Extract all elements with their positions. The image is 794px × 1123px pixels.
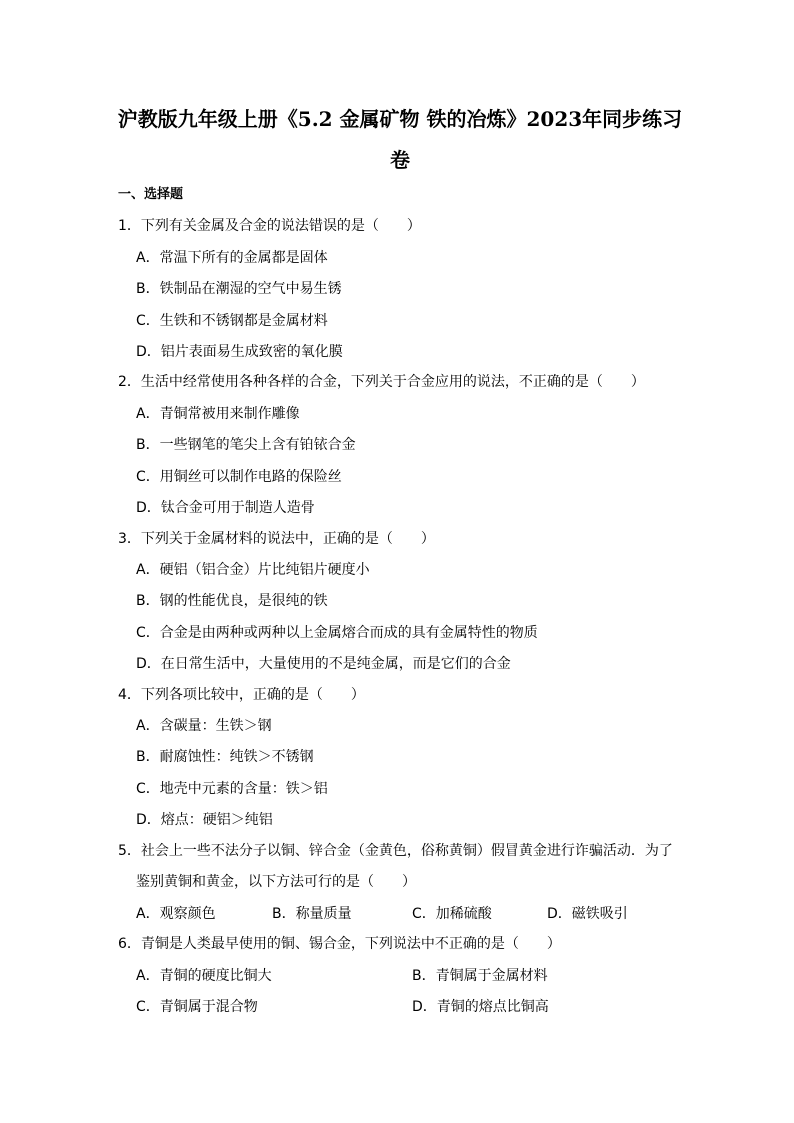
question-5-option-d: D．磁铁吸引 [547, 906, 628, 922]
section-heading: 一、选择题 [118, 187, 184, 202]
question-2-option-c: C．用铜丝可以制作电路的保险丝 [136, 469, 342, 485]
document-title-line2: 卷 [390, 148, 410, 172]
question-2-option-a: A．青铜常被用来制作雕像 [136, 406, 300, 422]
question-3-stem: 3．下列关于金属材料的说法中，正确的是（ ） [118, 531, 435, 547]
question-1-stem: 1．下列有关金属及合金的说法错误的是（ ） [118, 218, 421, 234]
question-1-option-a: A．常温下所有的金属都是固体 [136, 250, 328, 266]
question-1-option-b: B．铁制品在潮湿的空气中易生锈 [136, 281, 342, 297]
question-1-option-c: C．生铁和不锈钢都是金属材料 [136, 313, 328, 329]
question-4-option-c: C．地壳中元素的含量：铁＞铝 [136, 781, 328, 797]
question-5-option-b: B．称量质量 [272, 906, 352, 922]
question-3-option-d: D．在日常生活中，大量使用的不是纯金属，而是它们的合金 [136, 656, 511, 672]
question-3-option-c: C．合金是由两种或两种以上金属熔合而成的具有金属特性的物质 [136, 625, 538, 641]
question-1-option-d: D．铝片表面易生成致密的氧化膜 [136, 344, 343, 360]
question-6-stem: 6．青铜是人类最早使用的铜、锡合金，下列说法中不正确的是（ ） [118, 936, 561, 952]
question-5-stem-continued: 鉴别黄铜和黄金，以下方法可行的是（ ） [136, 874, 416, 890]
question-4-option-b: B．耐腐蚀性：纯铁＞不锈钢 [136, 749, 314, 765]
question-4-stem: 4．下列各项比较中，正确的是（ ） [118, 687, 365, 703]
question-5-option-a: A．观察颜色 [136, 906, 216, 922]
question-3-option-a: A．硬铝（铝合金）片比纯铝片硬度小 [136, 562, 370, 578]
document-title-line1: 沪教版九年级上册《5.2 金属矿物 铁的冶炼》2023年同步练习 [117, 107, 683, 131]
question-3-option-b: B．钢的性能优良，是很纯的铁 [136, 593, 328, 609]
question-6-option-a: A．青铜的硬度比铜大 [136, 968, 272, 984]
question-2-option-b: B．一些钢笔的笔尖上含有铂铱合金 [136, 437, 356, 453]
question-6-option-d: D．青铜的熔点比铜高 [412, 999, 549, 1015]
question-5-option-c: C．加稀硫酸 [412, 906, 492, 922]
question-4-option-d: D．熔点：硬铝＞纯铝 [136, 812, 273, 828]
question-2-option-d: D．钛合金可用于制造人造骨 [136, 500, 315, 516]
question-6-option-b: B．青铜属于金属材料 [412, 968, 548, 984]
question-6-option-c: C．青铜属于混合物 [136, 999, 258, 1015]
question-2-stem: 2．生活中经常使用各种各样的合金，下列关于合金应用的说法，不正确的是（ ） [118, 374, 645, 390]
question-5-stem: 5．社会上一些不法分子以铜、锌合金（金黄色，俗称黄铜）假冒黄金进行诈骗活动．为了 [118, 843, 673, 859]
question-4-option-a: A．含碳量：生铁＞钢 [136, 718, 272, 734]
